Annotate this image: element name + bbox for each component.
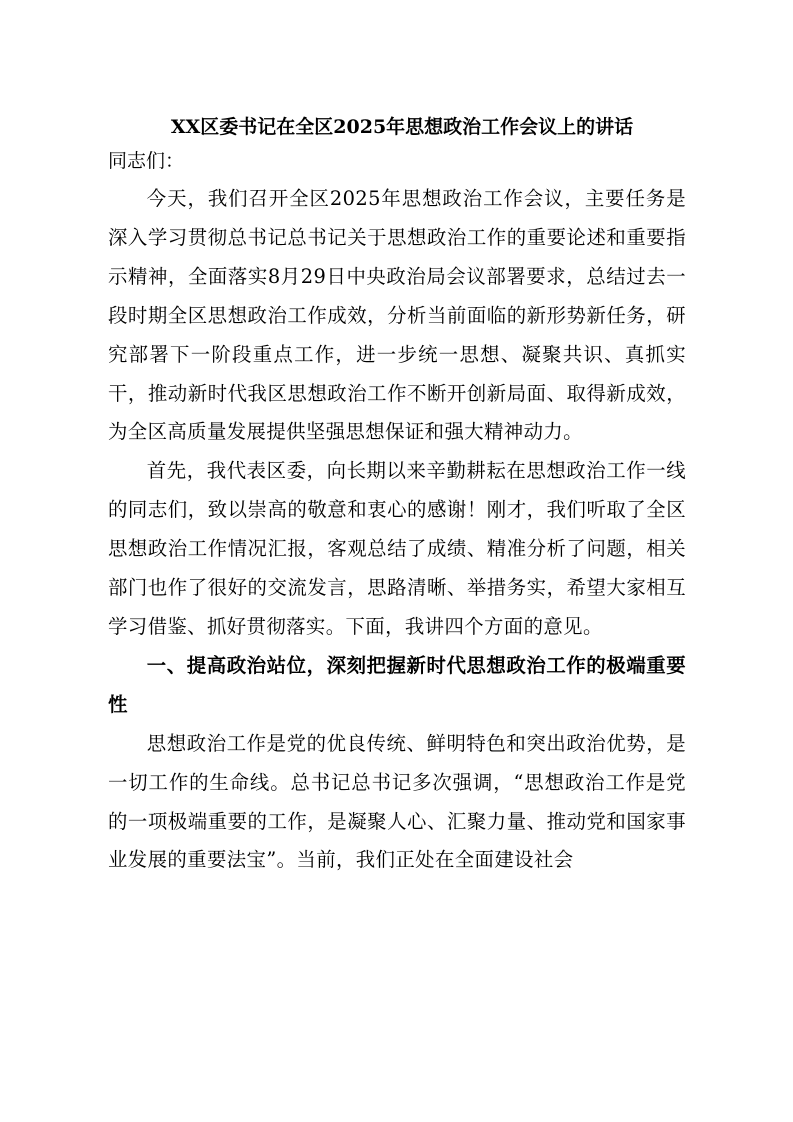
body-paragraph-1: 今天，我们召开全区2025年思想政治工作会议，主要任务是深入学习贯彻总书记总书记关于思想政治工作的重要论述和重要指示精神，全面落实8月29日中央政治局会议部署要求，总结过去一段时期全区思想政治工作成效，分析当前面临的新形势新任务，研究部署下一阶段重点工作，进一步统一思想、凝聚共识、真抓实干，推动新时代我区思想政治工作不断开创新局面、取得新成效，为全区高质量发展提供坚强思想保证和强大精神动力。: [108, 187, 686, 444]
document-page: [108, 112, 686, 880]
document-title: XX区委书记在全区2025年思想政治工作会议上的讲话: [170, 116, 634, 138]
section-paragraph-1: 思想政治工作是党的优良传统、鲜明特色和突出政治优势，是一切工作的生命线。总书记总书记多次强调，“思想政治工作是党的一项极端重要的工作，是凝聚人心、汇聚力量、推动党和国家事业发展的重要法宝”。当前，我们正处在全面建设社会: [108, 731, 686, 872]
section-heading-1: 一、提高政治站位，深刻把握新时代思想政治工作的极端重要性: [108, 653, 686, 716]
salutation: 同志们：: [108, 150, 185, 172]
body-paragraph-2: 首先，我代表区委，向长期以来辛勤耕耘在思想政治工作一线的同志们，致以崇高的敬意和衷心的感谢！刚才，我们听取了全区思想政治工作情况汇报，客观总结了成绩、精准分析了问题，相关部门也作了很好的交流发言，思路清晰、举措务实，希望大家相互学习借鉴、抓好贯彻落实。下面，我讲四个方面的意见。: [108, 459, 686, 638]
